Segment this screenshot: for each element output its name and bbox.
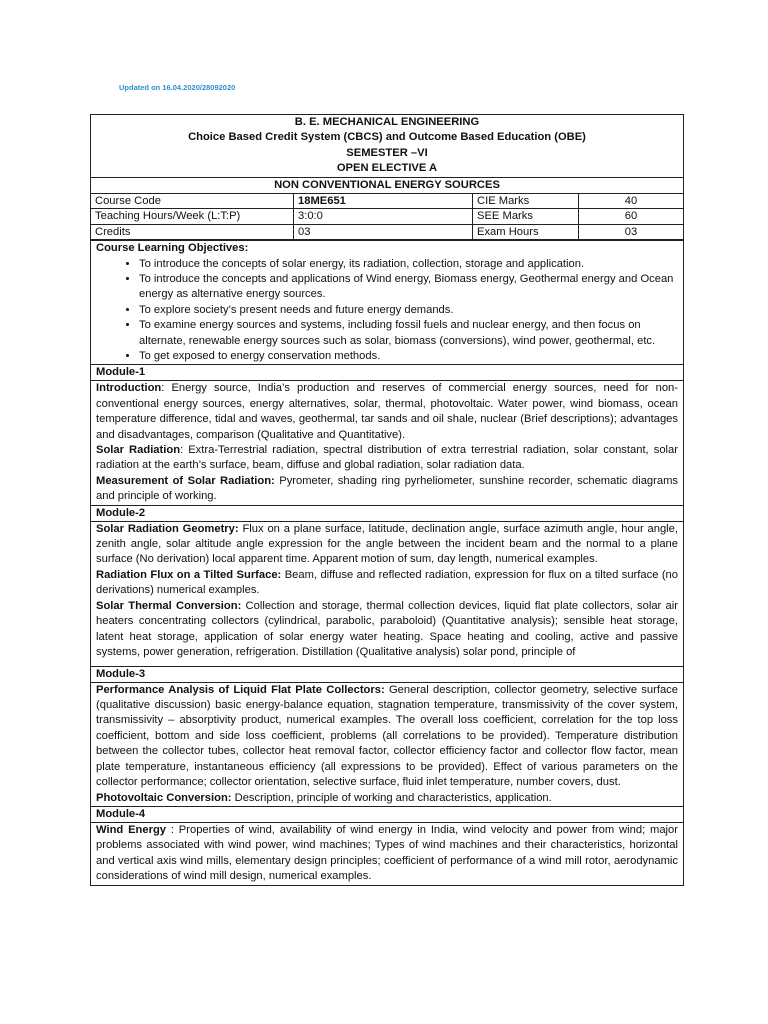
paragraph-heading: Radiation Flux on a Tilted Surface: <box>96 568 282 581</box>
module-paragraph <box>96 568 678 599</box>
module-paragraph <box>96 474 678 505</box>
module-2-title: Module-2 <box>91 505 683 521</box>
paragraph-heading: Solar Thermal Conversion: <box>96 599 242 612</box>
module-paragraph <box>96 791 678 806</box>
info-value: 40 <box>579 194 684 209</box>
module-2-content <box>91 521 683 666</box>
paragraph-text: Flux on a plane surface, latitude, declination angle, surface azimuth angle, hour angle, zenith angle, solar altitude angle expression for the angle between the incident beam and the normal to a plane surface (No derivation) local apparent time. Apparent motion of sum, day length, numerical examples. <box>96 522 678 566</box>
semester-title: SEMESTER –VI <box>346 146 428 159</box>
program-title: B. E. MECHANICAL ENGINEERING <box>294 116 480 128</box>
paragraph-heading: Solar Radiation <box>96 444 181 457</box>
course-header <box>91 115 683 193</box>
paragraph-heading: Performance Analysis of Liquid Flat Plate Collectors: <box>96 683 385 696</box>
module-4-content <box>91 822 683 885</box>
course-info-table <box>91 194 683 240</box>
objectives-list <box>96 257 678 365</box>
module-paragraph <box>96 522 678 568</box>
paragraph-text: : Properties of wind, availability of wind energy in India, wind velocity and power from wind; major problems associated with wind power, wind machines; Types of wind machines and their characteristics, horizontal and vertical axis wind mills, elementary design principles; coefficient of performance of a wind mill rotor, aerodynamic considerations of wind mill design, numerical examples. <box>96 823 678 883</box>
table-row <box>91 209 683 224</box>
info-value: 18ME651 <box>294 194 473 209</box>
info-value: 60 <box>579 209 684 224</box>
table-row <box>91 224 683 239</box>
paragraph-text: Description, principle of working and characteristics, application. <box>231 791 552 804</box>
info-label: Course Code <box>91 194 294 209</box>
paragraph-heading: Wind Energy <box>96 823 167 836</box>
module-1-content <box>91 380 683 504</box>
info-value: 03 <box>579 224 684 239</box>
info-label: Exam Hours <box>473 224 579 239</box>
list-item: • To introduce the concepts and applications of Wind energy, Biomass energy, Geothermal energy and Ocean energy as alternative energy sources. <box>139 272 678 303</box>
paragraph-text: : Extra-Terrestrial radiation, spectral distribution of extra terrestrial radiation, solar constant, solar radiation at the earth’s surface, beam, diffuse and global radiation, solar radiation data. <box>96 444 678 472</box>
module-paragraph <box>96 823 678 885</box>
info-value: 03 <box>294 224 473 239</box>
list-item: • To explore society’s present needs and future energy demands. <box>139 303 678 318</box>
list-item: • To introduce the concepts of solar energy, its radiation, collection, storage and application. <box>139 257 678 272</box>
paragraph-text: Beam, diffuse and reflected radiation, expression for flux on a tilted surface (no derivations) numerical examples. <box>96 568 678 597</box>
list-item: • To examine energy sources and systems, including fossil fuels and nuclear energy, and then focus on alternate, renewable energy sources such as solar, biomass (conversions), wind power, geothermal, etc. <box>139 318 678 349</box>
module-4-title: Module-4 <box>91 806 683 822</box>
module-paragraph <box>96 381 678 443</box>
paragraph-text: Pyrometer, shading ring pyrheliometer, sunshine recorder, schematic diagrams and principle of working. <box>96 474 678 503</box>
module-3-content <box>91 682 683 806</box>
module-paragraph <box>96 599 678 661</box>
info-value: 3:0:0 <box>294 209 473 224</box>
elective-title: OPEN ELECTIVE A <box>336 162 438 175</box>
module-paragraph <box>96 683 678 791</box>
info-label: Credits <box>91 224 294 239</box>
syllabus-sheet <box>90 114 684 886</box>
objectives-title: Course Learning Objectives: <box>96 242 249 255</box>
list-item: • To get exposed to energy conservation methods. <box>139 349 678 364</box>
paragraph-heading: Solar Radiation Geometry: <box>96 522 239 535</box>
learning-objectives <box>91 240 683 364</box>
paragraph-text: Collection and storage, thermal collection devices, liquid flat plate collectors, solar air heaters concentrating collectors (cylindrical, parabolic, paraboloid) (Quantitative analysis); sensible heat storage, latent heat storage, application of solar energy water heating. Space heating and cooling, active and passive systems, power generation, refrigeration. Distillation (Qualitative analysis) solar pond, principle of <box>96 599 678 658</box>
paragraph-heading: Measurement of Solar Radiation: <box>96 474 275 487</box>
module-3-title: Module-3 <box>91 666 683 682</box>
scheme-title: Choice Based Credit System (CBCS) and Outcome Based Education (OBE) <box>188 131 586 144</box>
info-label: Teaching Hours/Week (L:T:P) <box>91 209 294 224</box>
paragraph-heading: Introduction <box>96 382 162 395</box>
updated-note: Updated on 16.04.2020/28092020 <box>119 83 236 92</box>
course-title: NON CONVENTIONAL ENERGY SOURCES <box>91 177 683 193</box>
paragraph-text: General description, collector geometry, selective surface (qualitative discussion) basic energy-balance equation, stagnation temperature, transmissivity of the cover system, transmissivity – absorptivity product, numerical examples. The overall loss coefficient, correlation for the top loss coefficient, bottom and side loss coefficient, problems (all correlations to be provided). Temperature distribution between the collector tubes, collector heat removal factor, collector efficiency factor and collector flow factor, mean plate temperature, instantaneous efficiency (all expressions to be provided). Effect of various parameters on the collector performance; collector orientation, selective surface, fluid inlet temperature, number covers, dust. <box>96 683 678 789</box>
paragraph-heading: Photovoltaic Conversion: <box>96 791 232 804</box>
course-info <box>91 193 683 240</box>
info-label: SEE Marks <box>473 209 579 224</box>
module-paragraph <box>96 443 678 474</box>
info-label: CIE Marks <box>473 194 579 209</box>
module-1-title: Module-1 <box>91 364 683 380</box>
table-row <box>91 194 683 209</box>
paragraph-text: : Energy source, India’s production and reserves of commercial energy sources, need for non-conventional energy sources, energy alternatives, solar, thermal, photovoltaic. Water power, wind biomass, ocean temperature difference, tidal and waves, geothermal, tar sands and oil shale, nuclear (Brief descriptions); advantages and disadvantages, comparison (Qualitative and Quantitative). <box>96 382 678 441</box>
